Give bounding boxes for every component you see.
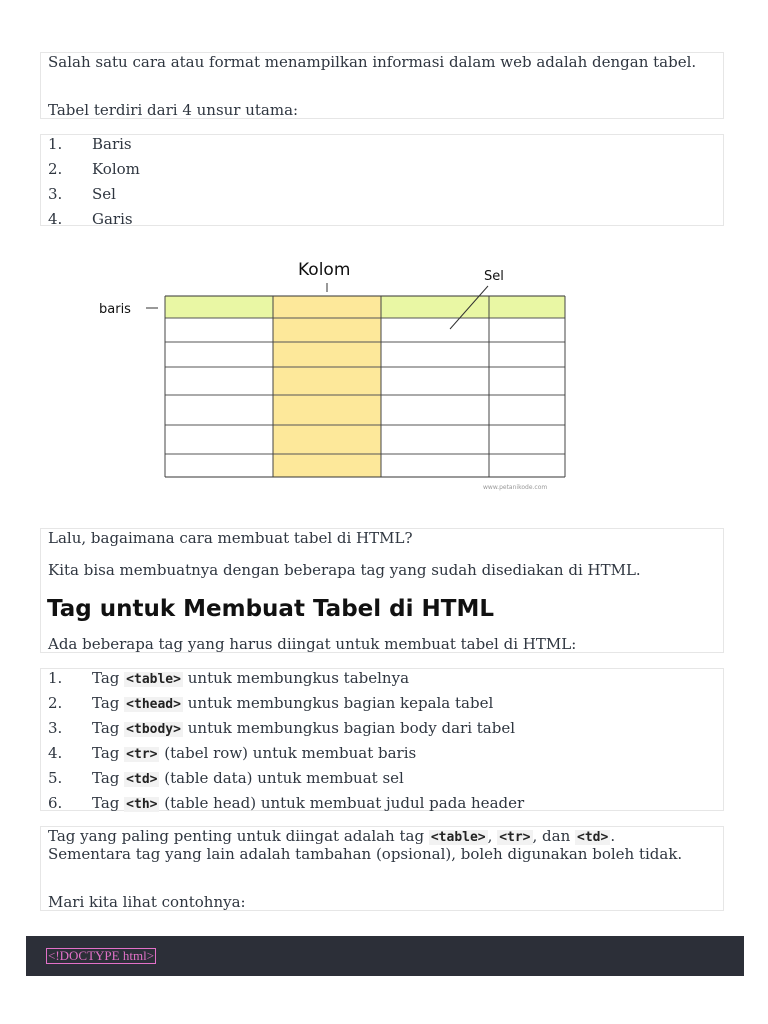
list-text: Garis xyxy=(92,210,133,228)
intro-elements-lead: Tabel terdiri dari 4 unsur utama: xyxy=(48,101,299,119)
tag-prefix: Tag xyxy=(92,744,120,762)
list-text: Sel xyxy=(92,185,116,203)
tag-code: <tbody> xyxy=(126,722,181,737)
tag-prefix: Tag xyxy=(92,794,120,812)
question-paragraph: Lalu, bagaimana cara membuat tabel di HTML? xyxy=(48,529,413,547)
list-number: 2. xyxy=(48,160,63,178)
list-text xyxy=(92,695,493,713)
table-diagram xyxy=(90,250,580,500)
tag-description: untuk membungkus tabelnya xyxy=(187,669,410,687)
elements-list-box xyxy=(40,134,724,226)
list-number: 3. xyxy=(48,185,63,203)
list-text xyxy=(92,720,515,738)
list-text xyxy=(92,795,524,813)
tag-prefix: Tag xyxy=(92,769,120,787)
element-list-item xyxy=(48,211,715,236)
list-number: 3. xyxy=(48,719,63,737)
list-number: 4. xyxy=(48,210,63,228)
separator-dan: , dan xyxy=(532,827,576,845)
list-number: 6. xyxy=(48,794,63,812)
example-lead: Mari kita lihat contohnya: xyxy=(48,893,246,911)
list-number: 5. xyxy=(48,769,63,787)
code-tr: <tr> xyxy=(499,830,531,845)
doctype-line: <!DOCTYPE html> xyxy=(48,948,155,963)
tag-prefix: Tag xyxy=(92,719,120,737)
tag-list-item xyxy=(48,745,715,770)
elements-list xyxy=(48,135,715,236)
tag-description: untuk membungkus bagian body dari tabel xyxy=(187,719,516,737)
element-list-item xyxy=(48,136,715,161)
baris-label: baris xyxy=(99,302,131,317)
tag-code: <tr> xyxy=(126,747,158,762)
answer-paragraph: Kita bisa membuatnya dengan beberapa tag yang sudah disediakan di HTML. xyxy=(48,561,641,579)
code-table: <table> xyxy=(430,830,486,845)
watermark: www.petanikode.com xyxy=(483,484,548,491)
list-text xyxy=(92,745,416,763)
header-column-overlap xyxy=(273,296,381,318)
column-highlight xyxy=(273,296,381,477)
optional-note: Sementara tag yang lain adalah tambahan (opsional), boleh digunakan boleh tidak. xyxy=(48,845,683,863)
tag-prefix: Tag xyxy=(92,694,120,712)
tag-description: untuk membungkus bagian kepala tabel xyxy=(187,694,494,712)
tag-code: <td> xyxy=(126,772,158,787)
tag-prefix: Tag xyxy=(92,669,120,687)
tag-code: <table> xyxy=(126,672,181,687)
tag-code: <th> xyxy=(126,797,158,812)
tag-list-item xyxy=(48,720,715,745)
list-number: 2. xyxy=(48,694,63,712)
tag-list-item xyxy=(48,670,715,695)
tag-list-item xyxy=(48,695,715,720)
important-text: Tag yang paling penting untuk diingat adalah tag xyxy=(48,827,429,845)
separator-comma: , xyxy=(487,827,498,845)
important-box xyxy=(40,826,724,911)
list-number: 4. xyxy=(48,744,63,762)
important-paragraph xyxy=(48,828,715,862)
intro-box xyxy=(40,52,724,119)
sel-label: Sel xyxy=(484,269,504,284)
list-number: 1. xyxy=(48,135,63,153)
tag-description: (tabel row) untuk membuat baris xyxy=(164,744,417,762)
tag-description: (table data) untuk membuat sel xyxy=(164,769,404,787)
section-heading: Tag untuk Membuat Tabel di HTML xyxy=(47,596,494,622)
tags-list xyxy=(48,669,715,820)
tag-description: (table head) untuk membuat judul pada header xyxy=(164,794,525,812)
list-text: Kolom xyxy=(92,160,140,178)
list-text xyxy=(92,670,409,688)
tag-list-item xyxy=(48,795,715,820)
table-diagram-svg xyxy=(90,250,580,500)
section2-box xyxy=(40,528,724,653)
code-td: <td> xyxy=(577,830,609,845)
tag-code: <thead> xyxy=(126,697,181,712)
period: . xyxy=(610,827,616,845)
kolom-label: Kolom xyxy=(298,260,351,280)
list-text: Baris xyxy=(92,135,132,153)
code-block xyxy=(26,936,744,976)
heading-intro: Ada beberapa tag yang harus diingat untuk membuat tabel di HTML: xyxy=(48,635,577,653)
tag-list-item xyxy=(48,770,715,795)
tags-list-box xyxy=(40,668,724,811)
list-number: 1. xyxy=(48,669,63,687)
element-list-item xyxy=(48,186,715,211)
element-list-item xyxy=(48,161,715,186)
intro-paragraph: Salah satu cara atau format menampilkan informasi dalam web adalah dengan tabel. xyxy=(48,53,697,71)
list-text xyxy=(92,770,404,788)
